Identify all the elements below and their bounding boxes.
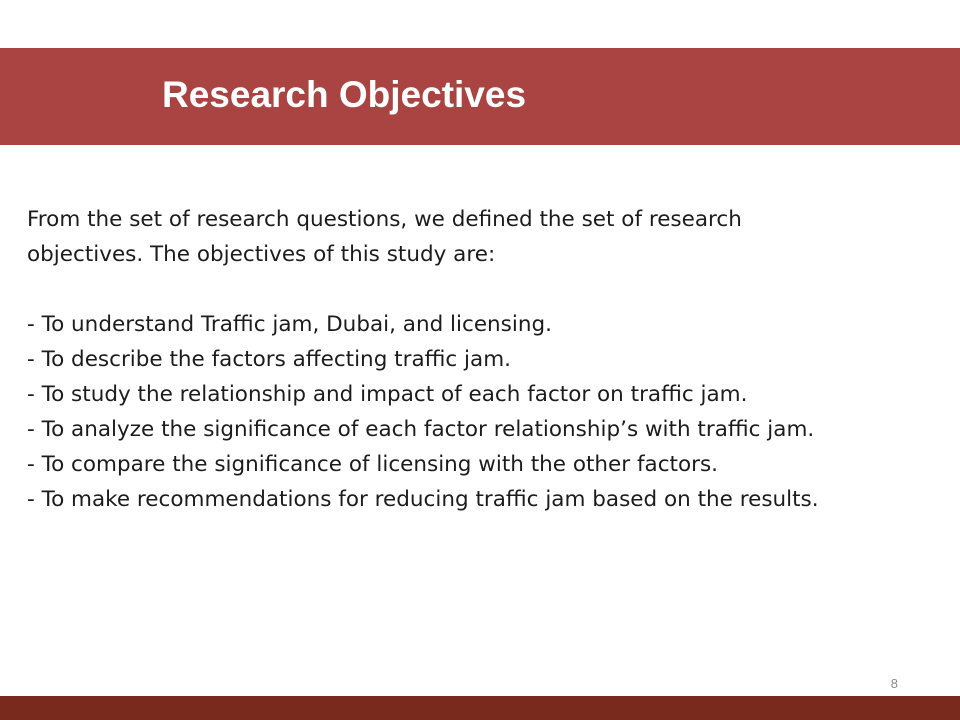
objective-item: - To make recommendations for reducing traffic jam based on the results.: [27, 487, 819, 512]
page-number: 8: [890, 676, 898, 691]
slide-body: [27, 202, 947, 517]
objective-item: - To compare the significance of licensing with the other factors.: [27, 452, 718, 477]
intro-line: objectives. The objectives of this study are:: [27, 242, 496, 267]
slide-title: Research Objectives: [162, 74, 527, 115]
footer-bar: [0, 696, 960, 720]
objective-item: - To describe the factors affecting traffic jam.: [27, 347, 511, 372]
objectives-list: [27, 307, 947, 517]
title-bar: [0, 48, 960, 145]
objective-item: - To study the relationship and impact of each factor on traffic jam.: [27, 382, 748, 407]
objective-item: - To analyze the significance of each factor relationship’s with traffic jam.: [27, 417, 815, 442]
intro-line: From the set of research questions, we defined the set of research: [27, 207, 742, 232]
objective-item: - To understand Traffic jam, Dubai, and licensing.: [27, 312, 552, 337]
